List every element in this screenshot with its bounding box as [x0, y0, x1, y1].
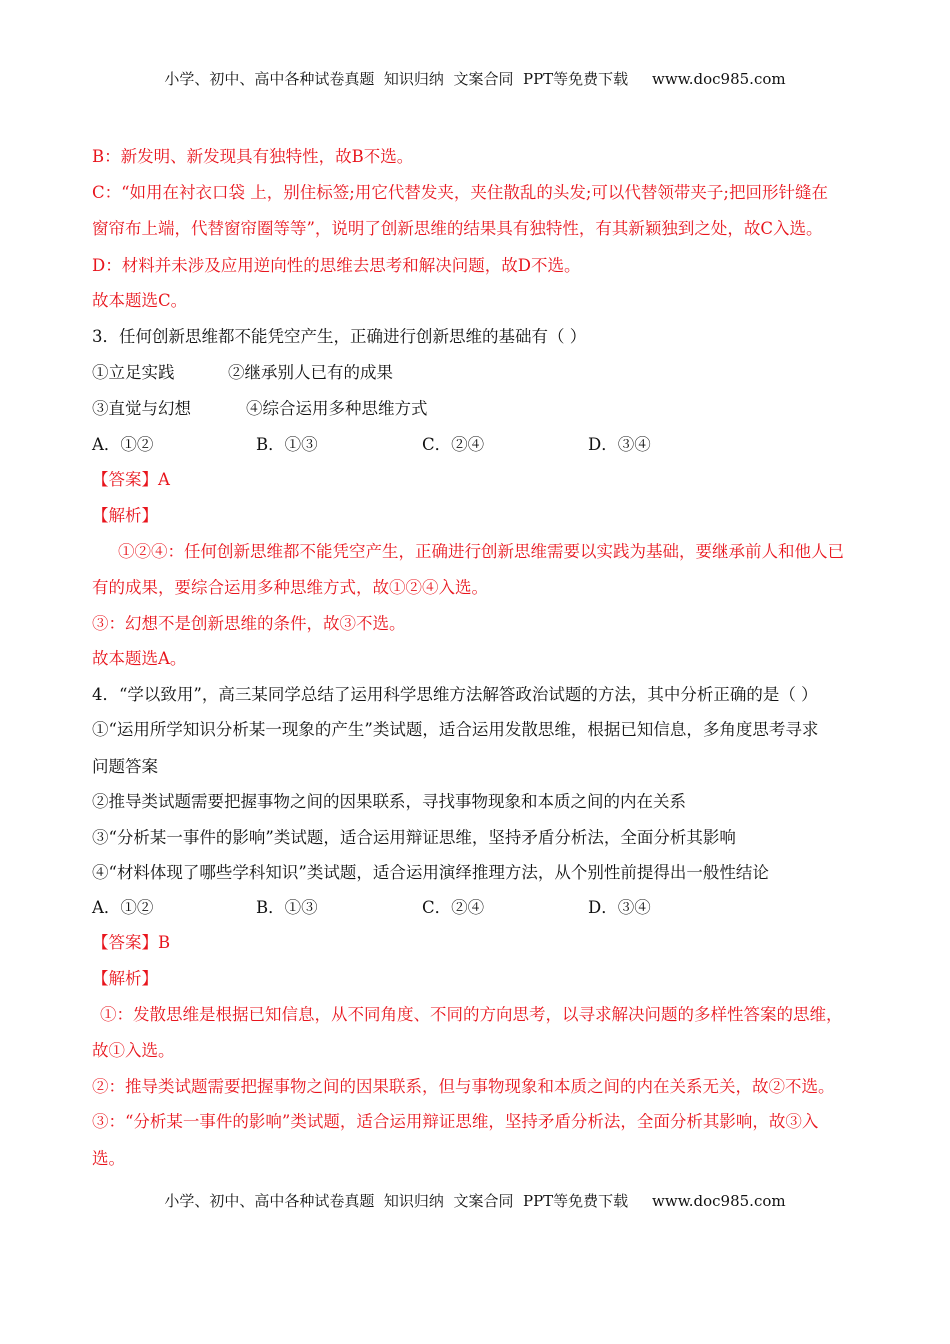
q2-analysis-b: B：新发明、新发现具有独特性，故B不选。	[92, 147, 414, 166]
q4-analysis-line4: ③：“分析某一事件的影响”类试题，适合运用辩证思维，坚持矛盾分析法，全面分析其影响，故③入	[92, 1112, 819, 1131]
q3-analysis-line2: 有的成果，要综合运用多种思维方式，故①②④入选。	[92, 578, 488, 597]
q4-option-b: B．①③	[256, 898, 318, 917]
q4-analysis-line3: ②：推导类试题需要把握事物之间的因果联系，但与事物现象和本质之间的内在关系无关，故②不选。	[92, 1077, 835, 1096]
q3-answer-value: A	[158, 470, 170, 489]
q3-conclusion: 故本题选A。	[92, 649, 187, 668]
q3-analysis-line1: ①②④：任何创新思维都不能凭空产生，正确进行创新思维需要以实践为基础，要继承前人和他人已	[118, 542, 844, 561]
q4-option-c: C．②④	[422, 898, 485, 917]
q4-analysis-line5: 选。	[92, 1149, 125, 1168]
q3-answer-label: 【答案】	[92, 470, 158, 489]
q4-answer	[92, 932, 170, 954]
q3-item-1: ①立足实践	[92, 363, 175, 382]
q3-analysis-line3: ③：幻想不是创新思维的条件，故③不选。	[92, 614, 406, 633]
q4-option-d: D．③④	[588, 898, 651, 917]
q4-statement-2: ②推导类试题需要把握事物之间的因果联系，寻找事物现象和本质之间的内在关系	[92, 792, 686, 811]
q4-analysis-line1: ①：发散思维是根据已知信息，从不同角度、不同的方向思考，以寻求解决问题的多样性答案的思维，	[100, 1005, 843, 1024]
q4-stem: 4．“学以致用”，高三某同学总结了运用科学思维方法解答政治试题的方法，其中分析正确的是（ ）	[92, 685, 818, 704]
page-header: 小学、初中、高中各种试卷真题 知识归纳 文案合同 PPT等免费下载 www.doc985.com	[164, 70, 786, 88]
q2-analysis-c-line2: 窗帘布上端，代替窗帘圈等等”，说明了创新思维的结果具有独特性，有其新颖独到之处，故C入选。	[92, 219, 823, 238]
q3-item-4: ④综合运用多种思维方式	[246, 399, 428, 418]
q4-answer-label: 【答案】	[92, 933, 158, 952]
q3-answer	[92, 469, 170, 491]
q3-stem: 3．任何创新思维都不能凭空产生，正确进行创新思维的基础有（ ）	[92, 327, 587, 346]
q3-analysis-label: 【解析】	[92, 506, 158, 525]
q2-analysis-c-line1: C：“如用在衬衣口袋 上，别住标签;用它代替发夹，夹住散乱的头发;可以代替领带夹子;把回形针缝在	[92, 183, 828, 202]
q4-analysis-line2: 故①入选。	[92, 1041, 175, 1060]
q4-statement-1-line2: 问题答案	[92, 757, 158, 776]
q4-analysis-label: 【解析】	[92, 969, 158, 988]
q4-statement-3: ③“分析某一事件的影响”类试题，适合运用辩证思维，坚持矛盾分析法，全面分析其影响	[92, 828, 736, 847]
q4-answer-value: B	[158, 933, 171, 952]
q4-option-a: A．①②	[92, 898, 154, 917]
page-footer: 小学、初中、高中各种试卷真题 知识归纳 文案合同 PPT等免费下载 www.doc985.com	[164, 1192, 786, 1210]
q2-analysis-d: D：材料并未涉及应用逆向性的思维去思考和解决问题，故D不选。	[92, 256, 581, 275]
q3-option-a: A．①②	[92, 435, 154, 454]
q3-option-d: D．③④	[588, 435, 651, 454]
q3-item-2: ②继承别人已有的成果	[228, 363, 393, 382]
q3-option-b: B．①③	[256, 435, 318, 454]
q4-statement-4: ④“材料体现了哪些学科知识”类试题，适合运用演绎推理方法，从个别性前提得出一般性结论	[92, 863, 769, 882]
q3-item-3: ③直觉与幻想	[92, 399, 191, 418]
q2-conclusion: 故本题选C。	[92, 291, 188, 310]
q3-option-c: C．②④	[422, 435, 485, 454]
q4-statement-1-line1: ①“运用所学知识分析某一现象的产生”类试题，适合运用发散思维，根据已知信息，多角度思考寻求	[92, 720, 819, 739]
